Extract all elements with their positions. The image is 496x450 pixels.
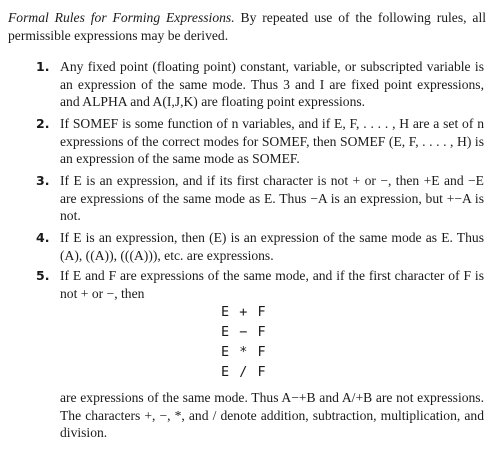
rule-number: 3. <box>36 173 50 188</box>
rule-text: If SOMEF is some function of n variables, and if E, F, . . . . , H are a set of n expressions of the correct modes for SOMEF, then SOMEF (E, F, . . . . , H) is an expression of the same mode as SOMEF. <box>60 116 484 167</box>
rule-number: 1. <box>36 59 50 74</box>
intro-paragraph <box>8 9 486 44</box>
rule-text: If E is an expression, and if its first character is not + or −, then +E and −E are expressions of the same mode as E. Thus −A is an expression, but +−A is not. <box>60 173 484 224</box>
rule-5-continuation: are expressions of the same mode. Thus A−+B and A/+B are not expressions. The characters +, −, *, and / denote addition, subtraction, multiplication, and division. <box>60 390 484 441</box>
rule-text: Any fixed point (floating point) constant, variable, or subscripted variable is an expression of the same mode. Thus 3 and I are fixed point expressions, and ALPHA and A(I,J,K) are floating point expressions. <box>60 59 484 110</box>
section-heading: Formal Rules for Forming Expressions. <box>8 10 235 25</box>
rule-text: If E and F are expressions of the same mode, and if the first character of F is not + or −, then <box>60 268 484 301</box>
expression-divide: E / F <box>221 364 267 380</box>
expression-list <box>221 302 267 382</box>
expression-multiply: E * F <box>221 344 267 360</box>
rule-1 <box>36 58 484 111</box>
expression-subtract: E − F <box>221 324 267 340</box>
rule-2 <box>36 115 484 168</box>
rule-4 <box>36 229 484 264</box>
rule-3 <box>36 172 484 225</box>
expression-add: E + F <box>221 304 267 320</box>
rule-number: 4. <box>36 230 50 245</box>
rule-number: 5. <box>36 268 50 283</box>
rule-number: 2. <box>36 116 50 131</box>
rule-text: If E is an expression, then (E) is an expression of the same mode as E. Thus (A), ((A)), (((A))), etc. are expressions. <box>60 230 484 263</box>
rule-5 <box>36 267 484 302</box>
intro-text: By repeated use of the following rules, all permissible expressions may be derived. <box>8 10 486 43</box>
